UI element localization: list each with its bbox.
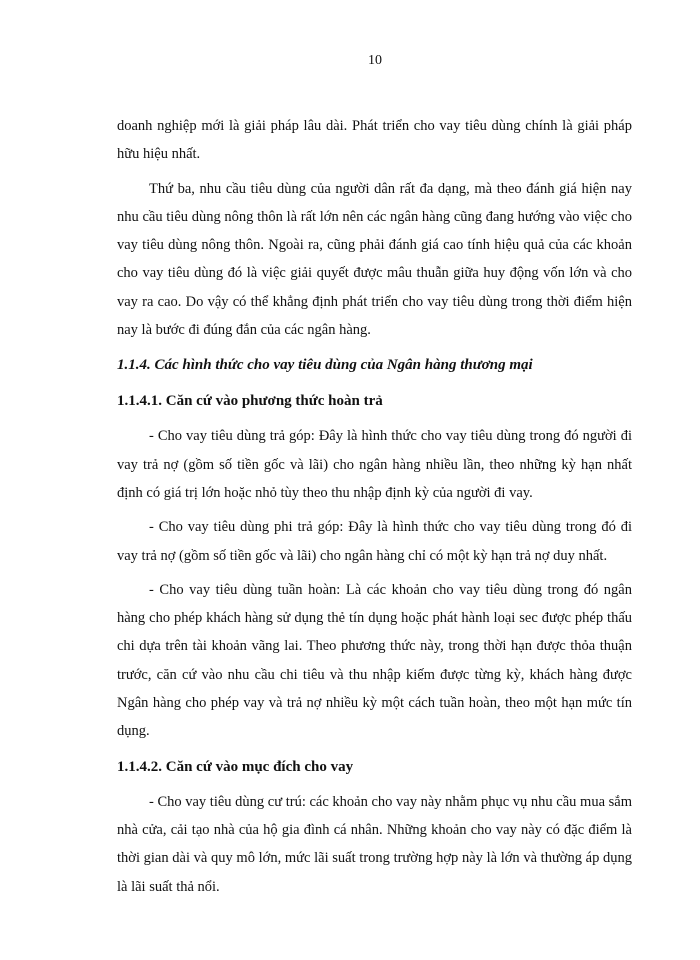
paragraph-installment-loan: - Cho vay tiêu dùng trả góp: Đây là hình thức cho vay tiêu dùng trong đó người đi vay trả nợ (gồm số tiền gốc và lãi) cho ngân hàng nhiều lần, theo những kỳ hạn nhất định có giá trị lớn hoặc nhỏ tùy theo thu nhập định kỳ của người đi vay.	[117, 428, 632, 501]
page-number: 10	[368, 53, 382, 68]
section-heading-1-1-4: 1.1.4. Các hình thức cho vay tiêu dùng của Ngân hàng thương mại	[117, 357, 533, 374]
subsection-heading-1-1-4-1: 1.1.4.1. Căn cứ vào phương thức hoàn trả	[117, 393, 383, 410]
paragraph-residential-loan: - Cho vay tiêu dùng cư trú: các khoản cho vay này nhằm phục vụ nhu cầu mua sắm nhà cửa, cải tạo nhà của hộ gia đình cá nhân. Những khoản cho vay này có đặc điểm là thời gian dài và quy mô lớn, mức lãi suất trong trường hợp này là lớn và thường áp dụng là lãi suất thả nổi.	[117, 793, 633, 895]
paragraph-intro-continuation: doanh nghiệp mới là giải pháp lâu dài. Phát triển cho vay tiêu dùng chính là giải pháp hữu hiệu nhất.	[117, 118, 632, 163]
paragraph-third-reason: Thứ ba, nhu cầu tiêu dùng của người dân rất đa dạng, mà theo đánh giá hiện nay nhu cầu tiêu dùng nông thôn là rất lớn nên các ngân hàng cũng đang hướng vào việc cho vay tiêu dùng nông thôn. Ngoài ra, cũng phải đánh giá cao tính hiệu quả của các khoản cho vay tiêu dùng đó là việc giải quyết được mâu thuẫn giữa huy động vốn lớn và cho vay ra cao. Do vậy có thể khẳng định phát triển cho vay tiêu dùng trong thời điểm hiện nay là bước đi đúng đắn của các ngân hàng.	[117, 180, 632, 339]
paragraph-non-installment-loan: - Cho vay tiêu dùng phi trả góp: Đây là hình thức cho vay tiêu dùng trong đó đi vay trả nợ (gồm số tiền gốc và lãi) cho ngân hàng chỉ có một kỳ hạn trả nợ duy nhất.	[117, 519, 632, 564]
paragraph-revolving-loan: - Cho vay tiêu dùng tuần hoàn: Là các khoản cho vay tiêu dùng trong đó ngân hàng cho phép khách hàng sử dụng thẻ tín dụng hoặc phát hành loại sec được phép thấu chi dựa trên tài khoản vãng lai. Theo phương thức này, trong thời hạn được thỏa thuận trước, căn cứ vào nhu cầu chi tiêu và thu nhập kiếm được từng kỳ, khách hàng được Ngân hàng cho phép vay và trả nợ nhiều kỳ một cách tuần hoàn, theo một hạn mức tín dụng.	[117, 581, 632, 740]
subsection-heading-1-1-4-2: 1.1.4.2. Căn cứ vào mục đích cho vay	[117, 758, 354, 775]
page-content	[117, 112, 632, 907]
